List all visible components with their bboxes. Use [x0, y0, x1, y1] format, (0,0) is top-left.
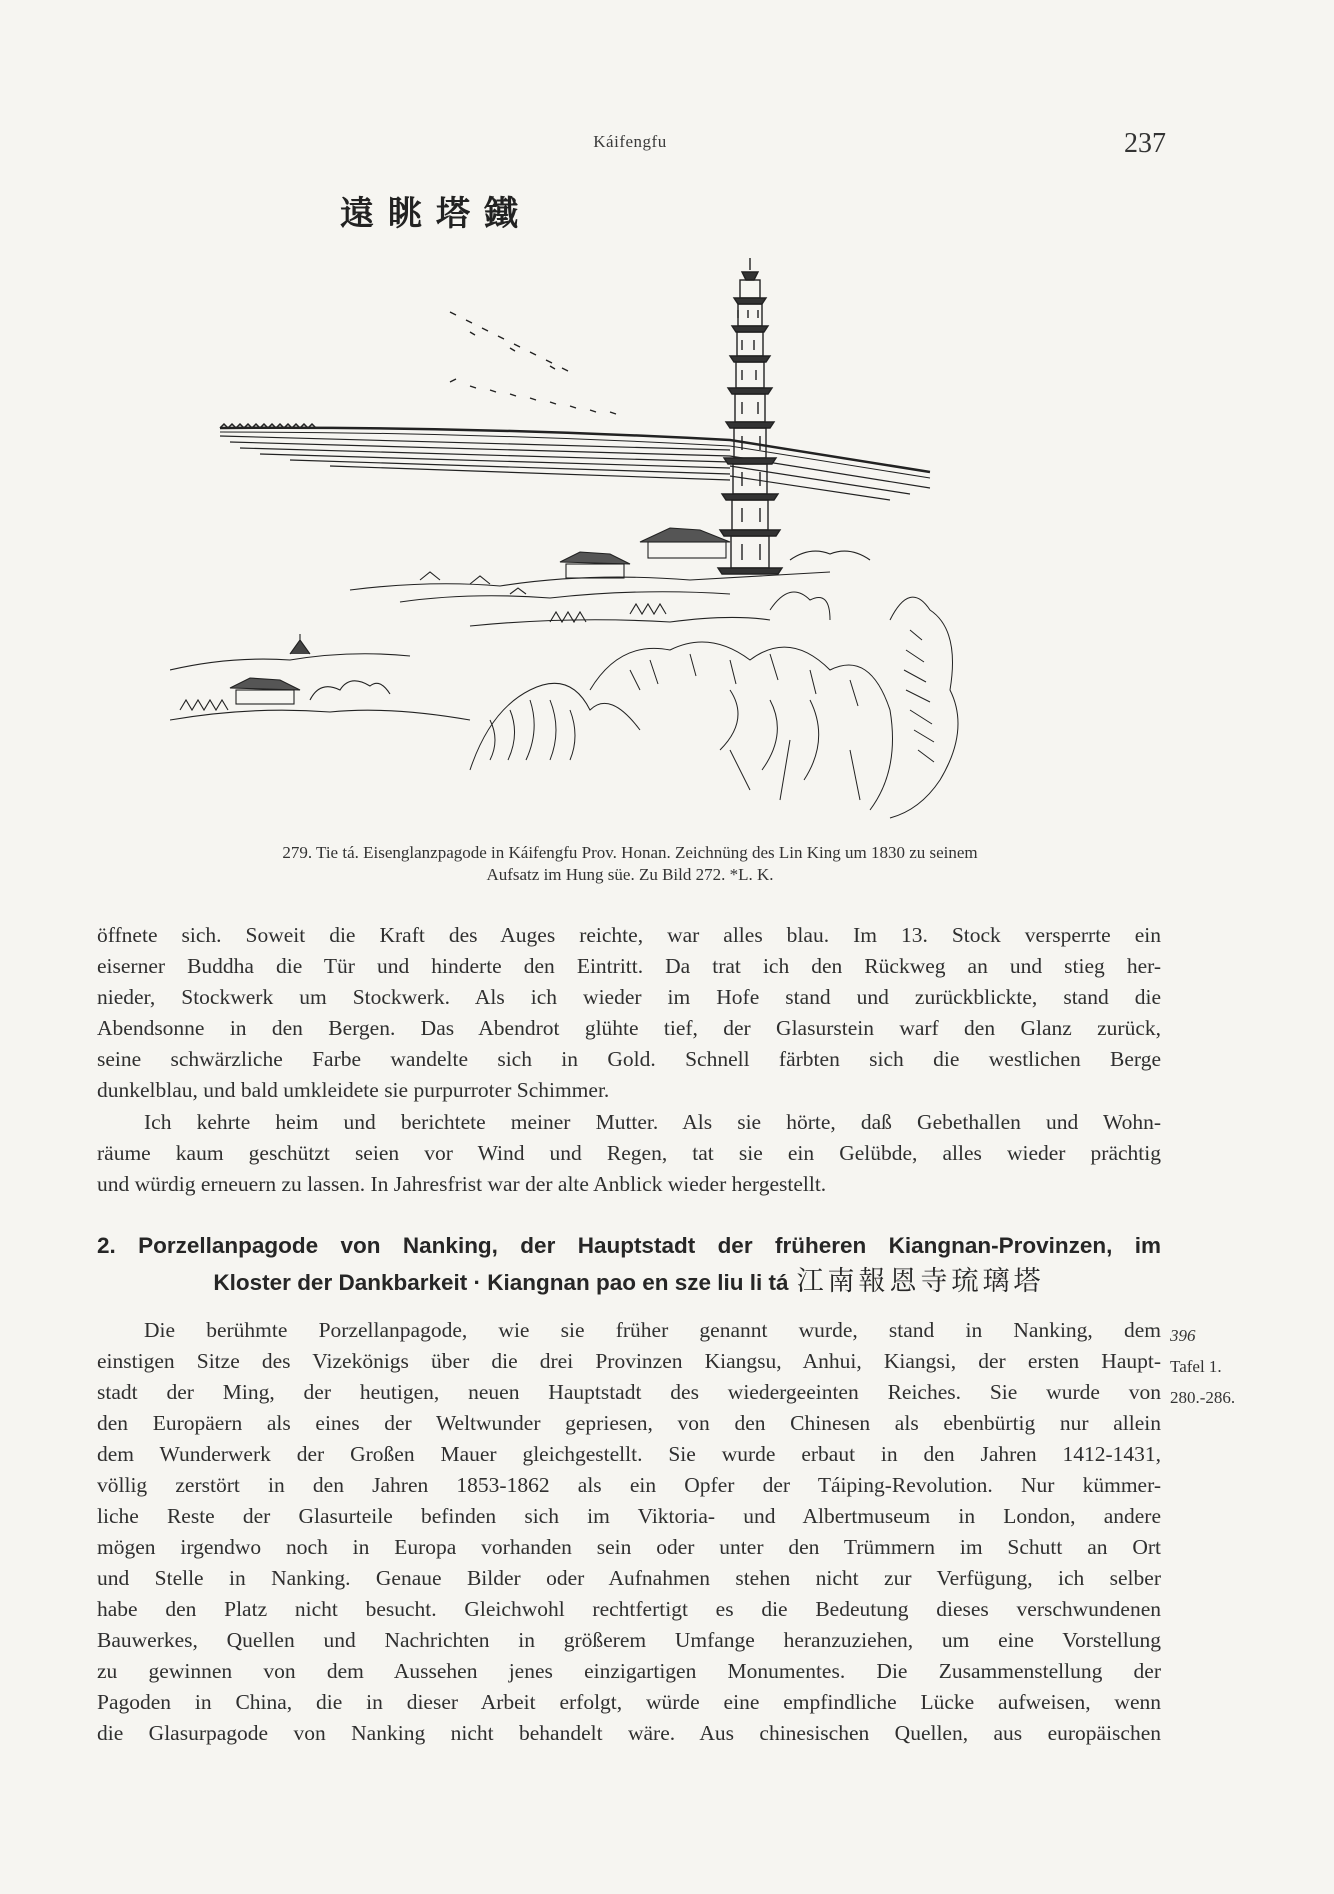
heading-line-2-text: Kloster der Dankbarkeit · Kiangnan pao en sze liu li tá	[213, 1270, 789, 1295]
birds-flock	[450, 312, 616, 414]
text-line: Die berühmte Porzellanpagode, wie sie früher genannt wurde, stand in Nanking, dem	[144, 1318, 1161, 1342]
iron-pagoda	[718, 258, 782, 574]
text-line: einstigen Sitze des Vizekönigs über die drei Provinzen Kiangsu, Anhui, Kiangsi, der ersten Haupt-	[97, 1349, 1161, 1373]
text-line: die Glasurpagode von Nanking nicht behandelt wäre. Aus chinesischen Quellen, aus europäischen	[97, 1721, 1161, 1745]
text-line: öffnete sich. Soweit die Kraft des Auges reichte, war alles blau. Im 13. Stock versperrte ein	[97, 923, 1161, 947]
paragraph-3	[97, 1315, 1161, 1749]
city-wall	[220, 424, 930, 500]
heading-line-2	[97, 1264, 1161, 1301]
text-line: eiserner Buddha die Tür und hinderte den Eintritt. Da trat ich den Rückweg an und stieg her-	[97, 954, 1161, 978]
text-line: liche Reste der Glasurteile befinden sich im Viktoria- und Albertmuseum in London, andere	[97, 1504, 1161, 1528]
foreground-trees	[470, 592, 958, 818]
caption-line: Aufsatz im Hung süe. Zu Bild 272. *L. K.	[486, 865, 774, 884]
paragraph-1	[97, 920, 1161, 1106]
running-header: Káifengfu	[593, 132, 667, 151]
text-line: seine schwärzliche Farbe wandelte sich in Gold. Schnell färbten sich die westlichen Berge	[97, 1047, 1161, 1071]
text-line: dem Wunderwerk der Großen Mauer gleichgestellt. Sie wurde erbaut in den Jahren 1412-1431,	[97, 1442, 1161, 1466]
page-number: 237	[1124, 128, 1166, 159]
paragraph-2	[97, 1107, 1161, 1200]
heading-line-1: 2. Porzellanpagode von Nanking, der Hauptstadt der früheren Kiangnan-Provinzen, im	[97, 1233, 1161, 1258]
figure-cjk-title: 遠眺塔鐵	[340, 194, 532, 234]
section-heading	[97, 1228, 1161, 1301]
text-line: nieder, Stockwerk um Stockwerk. Als ich wieder im Hofe stand und zurückblickte, stand die	[97, 985, 1161, 1009]
margin-note: 396	[1170, 1326, 1196, 1345]
temple-buildings	[350, 528, 870, 626]
heading-cjk-text: 江南報恩寺琉璃塔	[796, 1266, 1045, 1297]
text-line: Bauwerkes, Quellen und Nachrichten in größerem Umfange heranzuziehen, um eine Vorstellung	[97, 1628, 1161, 1652]
text-line: Abendsonne in den Bergen. Das Abendrot glühte tief, der Glasurstein warf den Glanz zurück,	[97, 1016, 1161, 1040]
left-shore	[170, 634, 470, 720]
margin-notes	[1170, 1320, 1235, 1413]
pagoda-illustration	[170, 250, 1070, 820]
text-line: Pagoden in China, die in dieser Arbeit erfolgt, würde eine empfindliche Lücke aufweisen, wenn	[97, 1690, 1161, 1714]
margin-note: Tafel 1.	[1170, 1357, 1222, 1376]
text-line: räume kaum geschützt seien vor Wind und Regen, tat sie ein Gelübde, alles wieder prächtig	[97, 1141, 1161, 1165]
text-line: stadt der Ming, der heutigen, neuen Hauptstadt des wiedergeeinten Reiches. Sie wurde von	[97, 1380, 1161, 1404]
text-line: völlig zerstört in den Jahren 1853-1862 als ein Opfer der Táiping-Revolution. Nur kümmer-	[97, 1473, 1161, 1497]
text-line: und Stelle in Nanking. Genaue Bilder oder Aufnahmen stehen nicht zur Verfügung, ich selber	[97, 1566, 1161, 1590]
figure-caption	[170, 842, 1090, 886]
text-line: mögen irgendwo noch in Europa vorhanden sein oder unter den Trümmern im Schutt an Ort	[97, 1535, 1161, 1559]
caption-line: 279. Tie tá. Eisenglanzpagode in Káifengfu Prov. Honan. Zeichnüng des Lin King um 1830 zu seinem	[282, 843, 978, 862]
text-line: Ich kehrte heim und berichtete meiner Mutter. Als sie hörte, daß Gebethallen und Wohn-	[144, 1110, 1161, 1134]
text-line: und würdig erneuern zu lassen. In Jahresfrist war der alte Anblick wieder hergestellt.	[97, 1172, 827, 1196]
text-line: den Europäern als eines der Weltwunder gepriesen, von den Chinesen als ebenbürtig nur allein	[97, 1411, 1161, 1435]
text-line: habe den Platz nicht besucht. Gleichwohl rechtfertigt es die Bedeutung dieses verschwundenen	[97, 1597, 1161, 1621]
text-line: zu gewinnen von dem Aussehen jenes einzigartigen Monumentes. Die Zusammenstellung der	[97, 1659, 1161, 1683]
margin-note: 280.-286.	[1170, 1388, 1236, 1407]
text-line: dunkelblau, und bald umkleidete sie purpurroter Schimmer.	[97, 1078, 610, 1102]
